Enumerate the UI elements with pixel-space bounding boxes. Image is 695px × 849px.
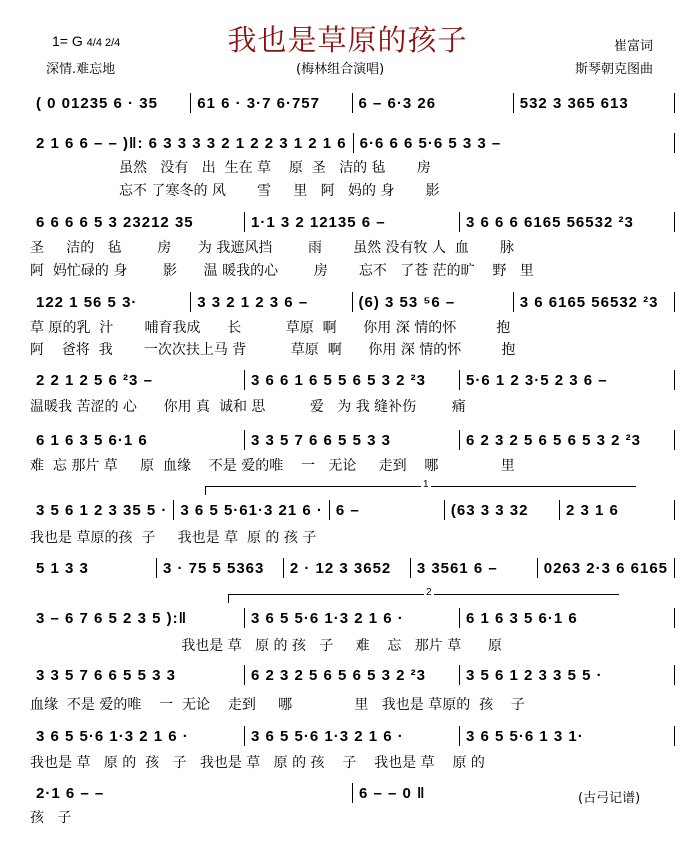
measure: 3 · 75 5 5363	[162, 559, 265, 577]
notation-row	[30, 370, 675, 390]
lyric-line: 虽然 没有 出 生在 草 原 圣 洁的 毡 房	[30, 160, 431, 176]
measure: 6 – 6·3 26	[358, 94, 437, 112]
measure: 3 6 5 5·6 1·3 2 1 6 ·	[251, 727, 404, 745]
measure: 3 6 5 5·6 1 3 1·	[466, 727, 584, 745]
measure: 3 3561 6 –	[416, 559, 498, 577]
composer: 斯琴朝克图曲	[574, 62, 653, 77]
measure: 6 2 3 2 5 6 5 6 5 3 2 ²3	[466, 431, 641, 449]
bar-line	[674, 500, 675, 520]
song-title: 我也是草原的孩子	[227, 23, 468, 57]
measure: 6 1 6 3 5 6·1 6	[466, 609, 578, 627]
bar-line	[674, 292, 675, 312]
lyric-line: 我也是 草原的孩 子 我也是 草 原 的 孩 子	[30, 530, 317, 546]
notation-row	[30, 608, 675, 628]
measure: 3 3 2 1 2 3 6 –	[197, 293, 309, 311]
volta-bracket	[228, 587, 619, 603]
bar-line	[674, 430, 675, 450]
notation-row	[30, 783, 675, 803]
notation-row	[30, 430, 675, 450]
measure: 3 3 5 7 6 6 5 5 3 3	[36, 666, 176, 684]
lyric-line: 孩 子	[30, 810, 72, 826]
notation-row	[30, 93, 675, 113]
bar-line	[674, 558, 675, 578]
notation-row	[30, 665, 675, 685]
lyric-line: 忘不 了寒冬的 风 雪 里 阿 妈的 身 影	[30, 183, 440, 199]
lyric-line: 温暖我 苦涩的 心 你用 真 诚和 思 爱 为 我 缝补伤 痛	[30, 399, 466, 415]
bar-line	[674, 133, 675, 153]
volta-number: 1	[423, 479, 429, 490]
performer: (梅林组合演唱)	[296, 62, 385, 77]
measure: 6 – – 0 ‖	[359, 784, 426, 802]
bar-line	[674, 665, 675, 685]
measure: 6 6 6 6 5 3 23212 35	[36, 213, 194, 231]
measure: 2 2 1 2 5 6 ²3 –	[36, 371, 153, 389]
volta-number: 2	[426, 587, 432, 598]
measure: 0263 2·3 6 6165	[543, 559, 669, 577]
lyric-line: 阿 妈忙碌的 身 影 温 暖我的心 房 忘不 了苍 茫的旷 野 里	[30, 263, 534, 279]
measure: ( 0 01235 6 · 35	[36, 94, 158, 112]
notation-row	[30, 133, 675, 153]
notation-row	[30, 500, 675, 520]
measure: 3 6 5 5·6 1·3 2 1 6 ·	[36, 727, 189, 745]
measure: 2·1 6 – –	[36, 784, 105, 802]
bar-line	[674, 726, 675, 746]
transcriber: (古弓记谱)	[578, 791, 641, 806]
bar-line	[674, 370, 675, 390]
measure: 2 3 1 6	[565, 501, 619, 519]
volta-bracket	[205, 479, 636, 495]
measure: 3 5 6 1 2 3 3 5 5 ·	[466, 666, 603, 684]
lyric-line: 圣 洁的 毡 房 为 我遮风挡 雨 虽然 没有牧 人 血 脉	[30, 240, 515, 256]
measure: 2 · 12 3 3652	[289, 559, 392, 577]
notation-row	[30, 212, 675, 232]
measure: 5·6 1 2 3·5 2 3 6 –	[466, 371, 608, 389]
measure: 3 6 5 5·61·3 21 6 ·	[180, 501, 323, 519]
bar-line	[674, 212, 675, 232]
measure: 6 2 3 2 5 6 5 6 5 3 2 ²3	[251, 666, 426, 684]
lyricist: 崔富词	[613, 39, 653, 54]
measure: 61 6 · 3·7 6·757	[197, 94, 320, 112]
measure: 3 6 6 1 6 5 5 6 5 3 2 ²3	[251, 371, 426, 389]
notation-row	[30, 726, 675, 746]
notation-row	[30, 558, 675, 578]
measure: 1·1 3 2 12135 6 –	[251, 213, 386, 231]
measure: 3 – 6 7 6 5 2 3 5 ):‖	[36, 609, 188, 627]
lyric-line: 血缘 不是 爱的唯 一 无论 走到 哪 里 我也是 草原的 孩 子	[30, 697, 525, 713]
measure: 6 1 6 3 5 6·1 6	[36, 431, 148, 449]
measure: 122 1 56 5 3·	[36, 293, 138, 311]
time-signature: 4/4 2/4	[86, 37, 121, 49]
lyric-line: 我也是 草 原 的 孩 子 我也是 草 原 的 孩 子 我也是 草 原 的	[30, 755, 485, 771]
measure: (63 3 3 32	[450, 501, 529, 519]
measure: 532 3 365 613	[519, 94, 629, 112]
measure: 3 6 5 5·6 1·3 2 1 6 ·	[251, 609, 404, 627]
measure: 3 6 6 6 6165 56532 ²3	[466, 213, 634, 231]
bar-line	[674, 93, 675, 113]
bar-line	[674, 608, 675, 628]
lyric-line: 难 忘 那片 草 原 血缘 不是 爱的唯 一 无论 走到 哪 里	[30, 458, 515, 474]
tempo-marking: 深情.难忘地	[46, 62, 116, 77]
lyric-line: 我也是 草 原 的 孩 子 难 忘 那片 草 原	[30, 638, 502, 654]
measure: (6) 3 53 ⁵6 –	[358, 293, 456, 311]
measure: 2 1 6 6 – – )‖: 6 3 3 3 3 2 1 2 2 3 1 2 1 6	[36, 134, 347, 152]
measure: 6 –	[335, 501, 360, 519]
measure: 6·6 6 6 5·6 5 3 3 –	[359, 134, 502, 152]
key-signature: 1= G 4/4 2/4	[52, 33, 121, 49]
measure: 3 6 6165 56532 ²3	[519, 293, 659, 311]
measure: 3 3 5 7 6 6 5 5 3 3	[251, 431, 391, 449]
lyric-line: 草 原的乳 汁 哺育我成 长 草原 啊 你用 深 情的怀 抱	[30, 320, 511, 336]
notation-row	[30, 292, 675, 312]
lyric-line: 阿 爸将 我 一次次扶上马 背 草原 啊 你用 深 情的怀 抱	[30, 342, 516, 358]
measure: 3 5 6 1 2 3 35 5 ·	[36, 501, 168, 519]
measure: 5 1 3 3	[36, 559, 89, 577]
